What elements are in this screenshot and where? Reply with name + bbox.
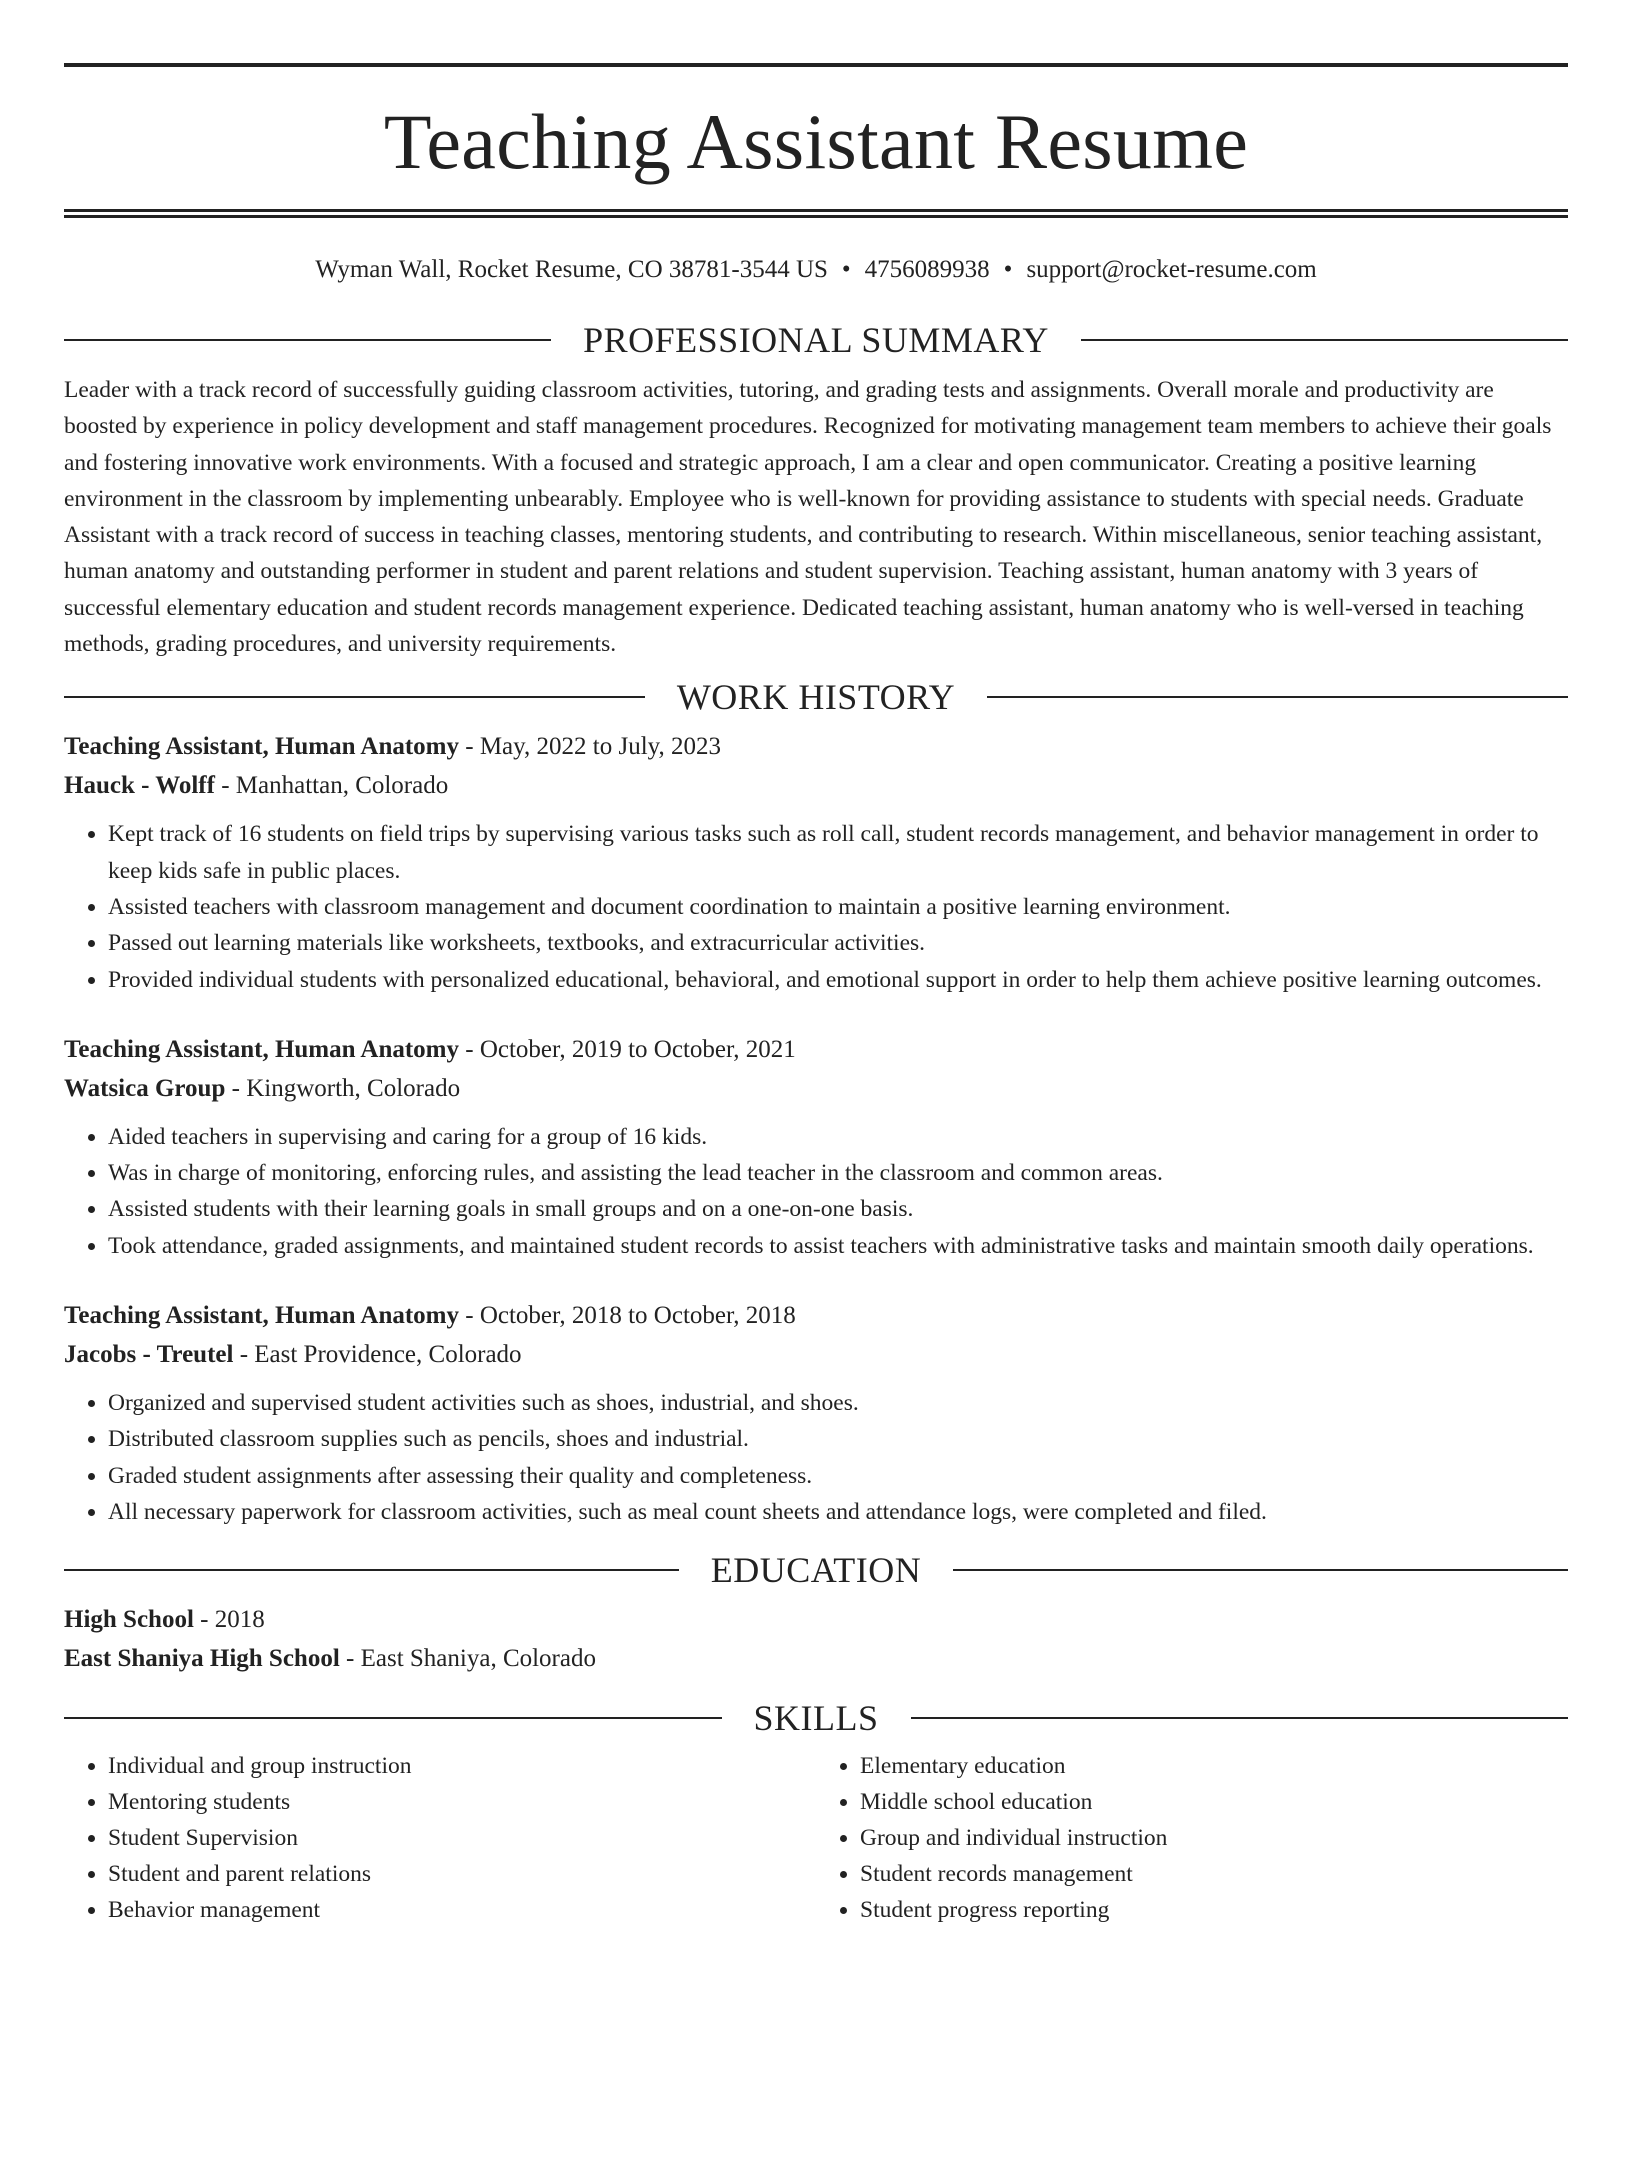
heading-rule — [64, 696, 645, 698]
company-line — [64, 1335, 1568, 1374]
education-heading — [64, 1550, 1568, 1591]
job-dates: - May, 2022 to July, 2023 — [459, 733, 722, 761]
job-bullets — [64, 1385, 1568, 1530]
heading-rule — [64, 339, 551, 341]
contact-phone: 4756089938 — [864, 256, 990, 283]
skills-column-left — [64, 1748, 816, 1928]
job-bullet: • Aided teachers in supervising and caring for a group of 16 kids. — [108, 1119, 1568, 1155]
school-line — [64, 1639, 1568, 1678]
summary-heading — [64, 322, 1568, 358]
heading-rule — [1081, 339, 1568, 341]
degree-year: - 2018 — [193, 1606, 265, 1634]
degree-line — [64, 1600, 1568, 1639]
contact-line — [64, 254, 1568, 286]
job-entry — [64, 727, 1568, 997]
skill-item: • Student records management — [860, 1856, 1568, 1892]
company-location: - Kingworth, Colorado — [225, 1074, 461, 1102]
summary-heading-label: PROFESSIONAL SUMMARY — [583, 320, 1049, 360]
job-dates: - October, 2018 to October, 2018 — [459, 1302, 796, 1330]
job-bullet: • All necessary paperwork for classroom activities, such as meal count sheets and attendance logs, were completed and filed. — [108, 1494, 1568, 1530]
job-bullet: • Organized and supervised student activities such as shoes, industrial, and shoes. — [108, 1385, 1568, 1421]
heading-rule — [911, 1717, 1569, 1719]
company-line — [64, 766, 1568, 805]
work-history-heading — [64, 677, 1568, 718]
skill-item: • Individual and group instruction — [108, 1748, 816, 1784]
work-history-heading-label: WORK HISTORY — [676, 677, 956, 718]
job-title-line — [64, 727, 1568, 766]
skill-item: • Mentoring students — [108, 1784, 816, 1820]
contact-separator: • — [1003, 256, 1013, 283]
skill-item: • Behavior management — [108, 1892, 816, 1928]
skill-item: • Elementary education — [860, 1748, 1568, 1784]
job-bullet: • Took attendance, graded assignments, and maintained student records to assist teachers with administrative tasks and maintain smooth daily operations. — [108, 1228, 1568, 1264]
skill-item: • Middle school education — [860, 1784, 1568, 1820]
skill-item: • Student and parent relations — [108, 1856, 816, 1892]
skills-heading — [64, 1698, 1568, 1739]
skill-item: • Student Supervision — [108, 1820, 816, 1856]
skills-heading-label: SKILLS — [753, 1698, 879, 1739]
company-location: - Manhattan, Colorado — [214, 772, 449, 800]
job-title-line — [64, 1030, 1568, 1069]
job-bullet: • Assisted students with their learning goals in small groups and on a one-on-one basis. — [108, 1191, 1568, 1227]
school-location: - East Shaniya, Colorado — [339, 1645, 596, 1673]
company-line — [64, 1069, 1568, 1108]
degree: High School — [64, 1606, 194, 1634]
skills-column-right — [816, 1748, 1568, 1928]
skills-list — [64, 1748, 1568, 1928]
contact-address: Wyman Wall, Rocket Resume, CO 38781-3544 US — [315, 256, 828, 283]
top-rule — [64, 63, 1568, 67]
company-name: Jacobs - Treutel — [64, 1341, 234, 1369]
job-bullets — [64, 816, 1568, 997]
job-bullet: • Assisted teachers with classroom management and document coordination to maintain a positive learning environment. — [108, 889, 1568, 925]
job-bullets — [64, 1119, 1568, 1264]
heading-rule — [987, 696, 1568, 698]
education-heading-label: EDUCATION — [710, 1550, 922, 1591]
job-title: Teaching Assistant, Human Anatomy — [64, 1302, 459, 1330]
school-name: East Shaniya High School — [64, 1645, 340, 1673]
company-name: Hauck - Wolff — [64, 772, 215, 800]
job-bullet: • Passed out learning materials like worksheets, textbooks, and extracurricular activities. — [108, 925, 1568, 961]
skill-item: • Student progress reporting — [860, 1892, 1568, 1928]
job-title: Teaching Assistant, Human Anatomy — [64, 1035, 459, 1063]
job-title: Teaching Assistant, Human Anatomy — [64, 733, 459, 761]
job-bullet: • Was in charge of monitoring, enforcing rules, and assisting the lead teacher in the classroom and common areas. — [108, 1155, 1568, 1191]
company-name: Watsica Group — [64, 1074, 226, 1102]
job-entry — [64, 1030, 1568, 1264]
job-bullet: • Kept track of 16 students on field trips by supervising various tasks such as roll call, student records management, and behavior management in order to keep kids safe in public places. — [108, 816, 1568, 889]
skill-item: • Group and individual instruction — [860, 1820, 1568, 1856]
resume-title: Teaching Assistant Resume — [383, 98, 1249, 185]
contact-separator: • — [841, 256, 851, 283]
job-title-line — [64, 1296, 1568, 1335]
job-dates: - October, 2019 to October, 2021 — [459, 1035, 796, 1063]
job-bullet: • Graded student assignments after assessing their quality and completeness. — [108, 1458, 1568, 1494]
job-bullet: • Distributed classroom supplies such as pencils, shoes and industrial. — [108, 1421, 1568, 1457]
contact-email: support@rocket-resume.com — [1026, 256, 1317, 283]
heading-rule — [64, 1717, 722, 1719]
heading-rule — [953, 1569, 1568, 1571]
job-bullet: • Provided individual students with personalized educational, behavioral, and emotional support in order to help them achieve positive learning outcomes. — [108, 962, 1568, 998]
education-entry — [64, 1600, 1568, 1678]
resume-page — [0, 63, 1632, 2175]
company-location: - East Providence, Colorado — [233, 1341, 522, 1369]
job-entry — [64, 1296, 1568, 1530]
summary-text: Leader with a track record of successfully guiding classroom activities, tutoring, and grading tests and assignments. Overall morale and productivity are boosted by experience in policy development and staff management procedures. Recognized for motivating management team members to achieve their goals and fostering innovative work environments. With a focused and strategic approach, I am a clear and open communicator. Creating a positive learning environment in the classroom by implementing unbearably. Employee who is well-known for providing assistance to students with special needs. Graduate Assistant with a track record of success in teaching classes, mentoring students, and contributing to research. Within miscellaneous, senior teaching assistant, human anatomy and outstanding performer in student and parent relations and student supervision. Teaching assistant, human anatomy with 3 years of successful elementary education and student records management experience. Dedicated teaching assistant, human anatomy who is well-versed in teaching methods, grading procedures, and university requirements. — [64, 377, 1552, 658]
title-double-rule — [64, 209, 1568, 218]
heading-rule — [64, 1569, 679, 1571]
